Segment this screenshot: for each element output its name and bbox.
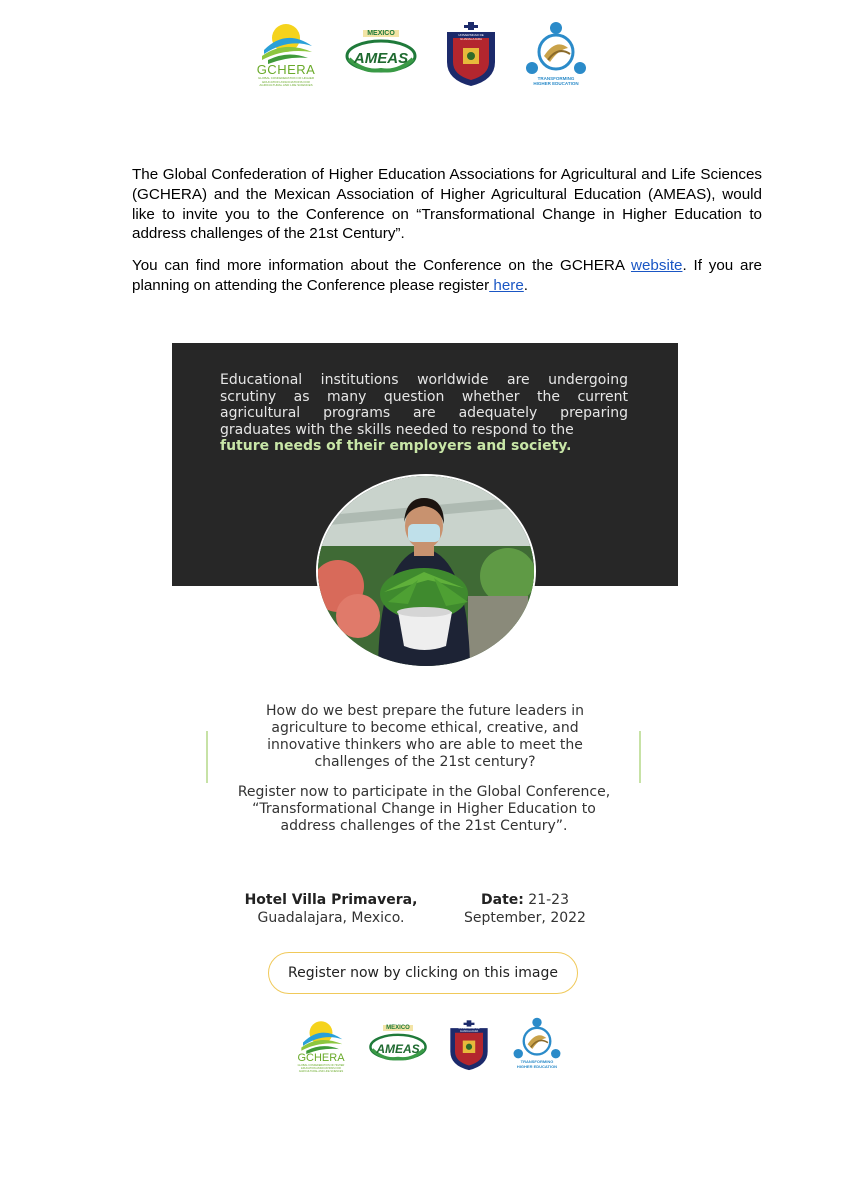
footer-ameas-country: MEXICO: [383, 1025, 413, 1031]
flyer-intro-text: Educational institutions worldwide are undergoing scrutiny as many question whether the current agricultural programs are adequately preparing graduates with the skills needed to respond to the: [220, 372, 628, 438]
venue-block: [236, 891, 426, 927]
left-accent-bar: [206, 731, 208, 783]
invitation-text: The Global Confederation of Higher Education Associations for Agricultural and Life Sciences (GCHERA) and the Mexican Association of Higher Agricultural Education (AMEAS), would like to invite you to the Conference on “Transformational Change in Higher Education to address challenges of the 21st Century”.: [132, 166, 762, 243]
register-now-button[interactable]: [268, 952, 578, 994]
footer-the-triangle-icon: [512, 1016, 562, 1060]
venue-name: Hotel Villa Primavera,: [244, 892, 418, 908]
register-button-label: Register now by clicking on this image: [288, 965, 558, 981]
footer-transforming-he-logo: [510, 1016, 564, 1076]
gchera-subtitle: GLOBAL CONFEDERATION OF HIGHER EDUCATION ASSOCIATIONS FOR AGRICULTURAL AND LIFE SCIENCES: [257, 76, 314, 87]
gchera-wordmark: GCHERA: [256, 62, 316, 77]
date-label: Date:: [481, 892, 524, 908]
footer-gchera-logo: [294, 1018, 348, 1074]
flyer-intro: [220, 372, 628, 455]
right-accent-bar: [639, 731, 641, 783]
udg-shield-icon: [444, 22, 498, 88]
the-wordmark: TRANSFORMING HIGHER EDUCATION: [533, 76, 579, 86]
ameas-country: MEXICO: [363, 30, 399, 37]
info-text-2: . If you are planning on attending the Conference please register: [132, 257, 762, 294]
info-text-end: .: [523, 276, 529, 294]
gchera-emblem-icon: [254, 20, 318, 64]
gchera-logo: [254, 20, 318, 90]
footer-udg-seal-text: UNIVERSIDAD DE GUADALAJARA: [458, 1027, 480, 1033]
footer-the-wordmark: TRANSFORMING HIGHER EDUCATION: [516, 1059, 558, 1069]
info-text-1: You can find more information about the Conference on the GCHERA: [132, 257, 631, 274]
the-triangle-icon: [524, 20, 588, 76]
footer-ameas-wordmark: AMEAS: [376, 1042, 420, 1056]
transforming-he-logo: [524, 20, 588, 90]
footer-udg-seal-logo: [448, 1018, 490, 1074]
venue-city: Guadalajara, Mexico.: [257, 910, 405, 926]
flyer-register-text: Register now to participate in the Global Conference, “Transformational Change in Higher Education to address challenges of the 21st Century”.: [237, 784, 611, 834]
footer-gchera-emblem-icon: [294, 1018, 348, 1054]
header-logos: [254, 20, 588, 90]
date-month: September, 2022: [464, 910, 586, 926]
ameas-logo: [344, 30, 418, 80]
footer-gchera-wordmark: GCHERA: [297, 1052, 345, 1064]
udg-seal-text: UNIVERSIDAD DE GUADALAJARA: [458, 33, 484, 41]
flyer-question: How do we best prepare the future leaders in agriculture to become ethical, creative, and innovative thinkers who are able to meet the challenges of the 21st century?: [265, 703, 584, 770]
flyer-intro-highlight: future needs of their employers and society.: [220, 438, 572, 454]
footer-gchera-subtitle: GLOBAL CONFEDERATION OF HIGHER EDUCATION ASSOCIATIONS FOR AGRICULTURAL AND LIFE SCIENCES: [297, 1064, 345, 1073]
register-here-link[interactable]: here: [489, 276, 524, 294]
date-block: [452, 891, 598, 927]
date-days: 21-23: [523, 892, 569, 908]
website-link[interactable]: website: [630, 257, 683, 274]
footer-ameas-logo: [368, 1025, 428, 1067]
footer-logos: [294, 1016, 564, 1076]
student-with-fern-image: [318, 476, 534, 666]
ameas-wordmark: AMEAS: [353, 50, 409, 67]
info-paragraph: [132, 256, 762, 296]
invitation-paragraph: [132, 165, 762, 244]
udg-seal-logo: [444, 22, 498, 88]
student-photo: [318, 476, 534, 666]
